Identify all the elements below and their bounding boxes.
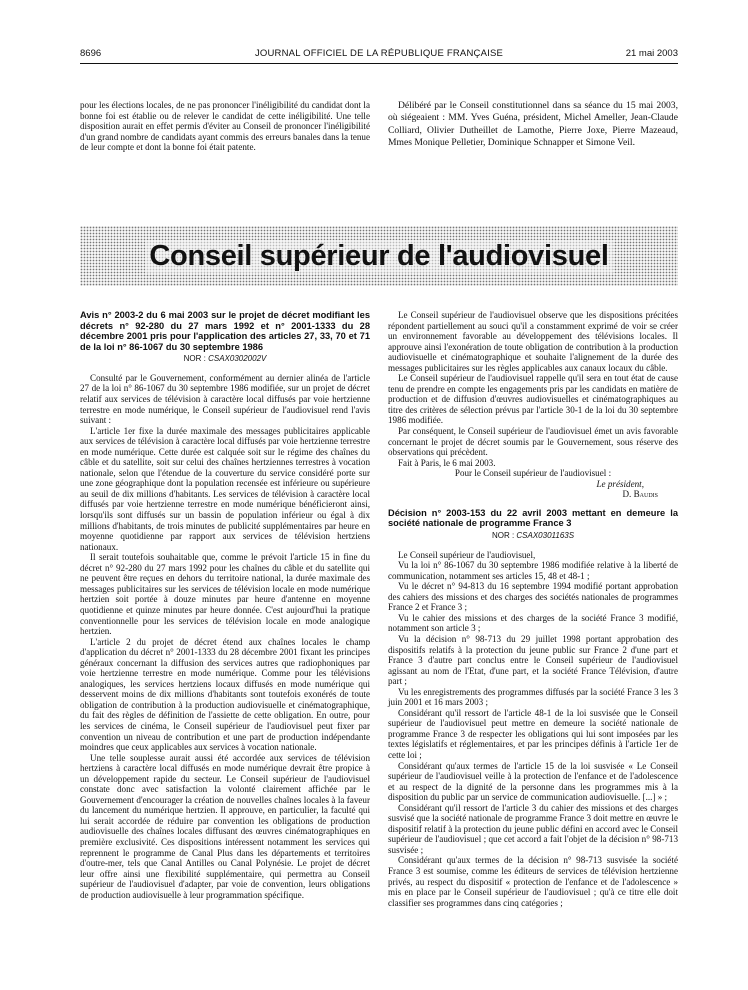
avis-paragraph: Consulté par le Gouvernement, conformément au dernier alinéa de l'article 27 de la loi n° 86-1067 du 30 septembre 1986 modifiée, sur un projet de décret relatif aux services de télévision à caractère local diffusés par voie hertzienne terrestre en mode numérique, le Conseil supérieur de l'audiovisuel rend l'avis suivant : xyxy=(80,372,370,426)
avis-done-at: Fait à Paris, le 6 mai 2003. xyxy=(398,457,496,468)
decision-paragraph: Vu le décret n° 94-813 du 16 septembre 1994 modifié portant approbation des cahiers des missions et des charges des sociétés nationales de programmes France 2 et France 3 ; xyxy=(388,581,678,613)
decision-paragraph: Vu les enregistrements des programmes diffusés par la société France 3 les 3 juin 2001 et 16 mars 2003 ; xyxy=(388,686,678,708)
decision-nor-code: CSAX0301163S xyxy=(516,531,575,541)
avis-sign-initial: D. xyxy=(622,489,632,500)
decision-paragraph: Considérant qu'aux termes de la décision n° 98-713 susvisée la société France 3 est soumise, comme les éditeurs de services de télévision hertzienne privés, au respect du dispositif « protection de l'enfance et de l'adolescence » mis en place par le Conseil supérieur de l'audiovisuel ; qu'à ce titre elle doit classifier ses programmes dans cinq catégories ; xyxy=(388,855,678,908)
avis-nor xyxy=(80,354,370,365)
decision-paragraph: Considérant qu'aux termes de l'article 15 de la loi susvisée « Le Conseil supérieur de l'audiovisuel veille à la protection de l'enfance et de l'adolescence et au respect de la dignité de la personne dans les programmes mis à la disposition du public par un service de communication audiovisuelle. [...] » ; xyxy=(388,760,678,803)
decision-title: Décision n° 2003-153 du 22 avril 2003 mettant en demeure la société nationale de programme France 3 xyxy=(388,507,678,529)
avis-nor-code: CSAX0302002V xyxy=(208,354,267,364)
decision-paragraph: Le Conseil supérieur de l'audiovisuel, xyxy=(398,549,536,560)
decision-paragraph: Vu le cahier des missions et des charges de la société France 3 modifié, notamment son article 3 ; xyxy=(388,612,678,634)
avis-title: Avis n° 2003-2 du 6 mai 2003 sur le projet de décret modifiant les décrets n° 92-280 du 27 mars 1992 et n° 2001-1333 du 28 décembre 2001 pris pour l'application des articles 27, 33, 70 et 71 de la loi n° 86-1067 du 30 septembre 1986 xyxy=(80,310,370,352)
avis-paragraph: L'article 1er fixe la durée maximale des messages publicitaires applicable aux services de télévision à caractère local diffusés par voie hertzienne terrestre en mode numérique. Cette durée est calquée soit sur le régime des chaînes du câble et du satellite, soit sur celui des chaînes hertziennes terrestres à vocation nationale, selon que l'étendue de la couverture du service considéré porte sur une zone géographique dont la population recensée est inférieure ou supérieure au seuil de dix millions d'habitants. Les services de télévision à caractère local diffusés par voie hertzienne terrestre en mode numérique bénéficieront ainsi, lorsqu'ils sont diffusés sur un bassin de population inférieur ou égal à dix millions d'habitants, de trois minutes de publicité supplémentaires par heure en moyenne quotidienne par rapport aux services de télévision hertziens nationaux. xyxy=(80,425,370,552)
avis-sign-title: Le président, xyxy=(596,478,644,489)
avis-sign-for: Pour le Conseil supérieur de l'audiovisuel : xyxy=(454,468,612,479)
avis-paragraph: L'article 2 du projet de décret étend aux chaînes locales le champ d'application du décret n° 2001-1333 du 28 décembre 2001 fixant les principes généraux concernant la diffusion des services autres que radiophoniques par voie hertzienne terrestre en mode numérique. Comme pour les télévisions analogiques, les services hertziens locaux diffusés en mode numérique qui desservent moins de dix millions d'habitants sont toutefois exonérés de toute obligation de contribution à la production audiovisuelle et cinématographique, du fait des règles de définition de l'assiette de cette obligation. En outre, pour les services de cinéma, le Conseil supérieur de l'audiovisuel peut fixer par convention un niveau de contribution et une part de production indépendante moindres que ceux applicables aux services à vocation nationale. xyxy=(80,636,370,753)
top-right-column xyxy=(388,100,678,150)
decision-paragraph: Vu la décision n° 98-713 du 29 juillet 1998 portant approbation des dispositifs relatifs à la protection du jeune public sur France 2 d'une part et France 3 d'autre part conclus entre le Conseil supérieur de l'audiovisuel agissant au nom de l'Etat, d'une part, et la société France Télévision, d'autre part ; xyxy=(388,633,678,687)
top-right-paragraph: Délibéré par le Conseil constitutionnel dans sa séance du 15 mai 2003, où siégeaient : MM. Yves Guéna, président, Michel Ameller, Jean-Claude Colliard, Olivier Dutheillet de Lamothe, Pierre Joxe, Pierre Mazeaud, Mmes Monique Pelletier, Dominique Schnapper et Simone Veil. xyxy=(388,100,678,149)
top-left-paragraph: pour les élections locales, de ne pas prononcer l'inéligibilité du candidat dont la bonne foi est établie ou de relever le candidat de cette inéligibilité. Une telle disposition aurait en effet permis d'éviter au Conseil de prononcer l'inéligibilité d'un grand nombre de candidats ayant commis des erreurs banales dans la tenue de leur compte et dont la bonne foi était patente. xyxy=(80,100,371,153)
top-left-column xyxy=(80,100,370,153)
publication-date: 21 mai 2003 xyxy=(625,48,678,59)
avis-column xyxy=(80,310,370,900)
section-banner-title: Conseil supérieur de l'audiovisuel xyxy=(145,240,612,273)
avis-paragraph: Une telle souplesse aurait aussi été accordée aux services de télévision hertziens à caractère local diffusés en mode numérique devrait être propice à un développement rapide du secteur. Le Conseil supérieur de l'audiovisuel constate donc avec satisfaction la volonté clairement affichée par le Gouvernement d'encourager la création de nouvelles chaînes locales à la faveur du lancement du numérique hertzien. Il approuve, en particulier, la faculté qui lui serait accordée de réduire par convention les obligations de production audiovisuelle des chaînes locales diffusant des œuvres cinématographiques en première exclusivité. Ces dispositions intéressent notamment les services qui reprennent le programme de Canal Plus dans les départements et territoires d'outre-mer, tels que Canal Antilles ou Canal Polynésie. Le projet de décret leur offre ainsi une flexibilité supplémentaire, qui permettra au Conseil supérieur de l'audiovisuel d'adapter, par voie de convention, leurs obligations de production audiovisuelle à leur programmation spécifique. xyxy=(80,752,370,900)
page-number: 8696 xyxy=(80,48,102,59)
avis-nor-label: NOR : xyxy=(183,354,209,364)
avis-sign-surname: Baudis xyxy=(633,489,658,500)
decision-nor xyxy=(388,531,678,542)
avis-right-paragraph: Le Conseil supérieur de l'audiovisuel observe que les dispositions précitées répondent partiellement au souci qu'il a constamment exprimé de voir se créer un environnement favorable au développement des télévisions locales. Il approuve ainsi l'exonération de toute obligation de contribution à la production audiovisuelle et cinématographique et souhaite l'alignement de la durée des messages publicitaires sur les règles applicables aux canaux locaux du câble. xyxy=(388,310,678,373)
decision-paragraph: Vu la loi n° 86-1067 du 30 septembre 1986 modifiée relative à la liberté de communication, notamment ses articles 15, 48 et 48-1 ; xyxy=(388,560,678,581)
decision-paragraph: Considérant qu'il ressort de l'article 48-1 de la loi susvisée que le Conseil supérieur de l'audiovisuel peut mettre en demeure la société nationale de programme France 3 de respecter les obligations qui lui sont imposées par les textes législatifs et réglementaires, et par les principes définis à l'article 1er de cette loi ; xyxy=(388,707,678,760)
section-banner xyxy=(80,226,678,286)
avis-right-paragraph: Par conséquent, le Conseil supérieur de l'audiovisuel émet un avis favorable concernant le projet de décret soumis par le Gouvernement, sous réserve des observations qui précèdent. xyxy=(388,426,678,458)
right-column xyxy=(388,310,678,908)
avis-sign-name xyxy=(388,489,678,500)
page-header xyxy=(80,48,678,62)
avis-right-paragraph: Le Conseil supérieur de l'audiovisuel rappelle qu'il sera en tout état de cause tenu de prendre en compte les engagements pris par les candidats en matière de production et de diffusion d'œuvres audiovisuelles et cinématographiques au titre des critères de sélection prévus par l'article 30-1 de la loi du 30 septembre 1986 modifiée. xyxy=(388,373,678,426)
header-rule xyxy=(80,63,678,64)
avis-paragraph: Il serait toutefois souhaitable que, comme le prévoit l'article 15 in fine du décret n° 92-280 du 27 mars 1992 pour les chaînes du câble et du satellite qui ne peuvent être reçues en dehors du territoire national, la durée maximale des messages publicitaires sur les services de télévision locale en mode numérique hertzien soit portée à douze minutes par heure d'antenne en moyenne quotidienne et quinze minutes par heure donnée. C'est aujourd'hui la pratique conventionnelle pour les services de télévision locale en mode analogique hertzien. xyxy=(80,552,370,637)
decision-nor-label: NOR : xyxy=(491,531,517,541)
journal-title: JOURNAL OFFICIEL DE LA RÉPUBLIQUE FRANÇAISE xyxy=(254,48,504,59)
decision-paragraph: Considérant qu'il ressort de l'article 3 du cahier des missions et des charges susvisé que la société nationale de programme France 3 doit mettre en œuvre le dispositif relatif à la protection du jeune public défini en accord avec le Conseil supérieur de l'audiovisuel ; que cet accord a fait l'objet de la décision n° 98-713 susvisée ; xyxy=(388,802,678,855)
